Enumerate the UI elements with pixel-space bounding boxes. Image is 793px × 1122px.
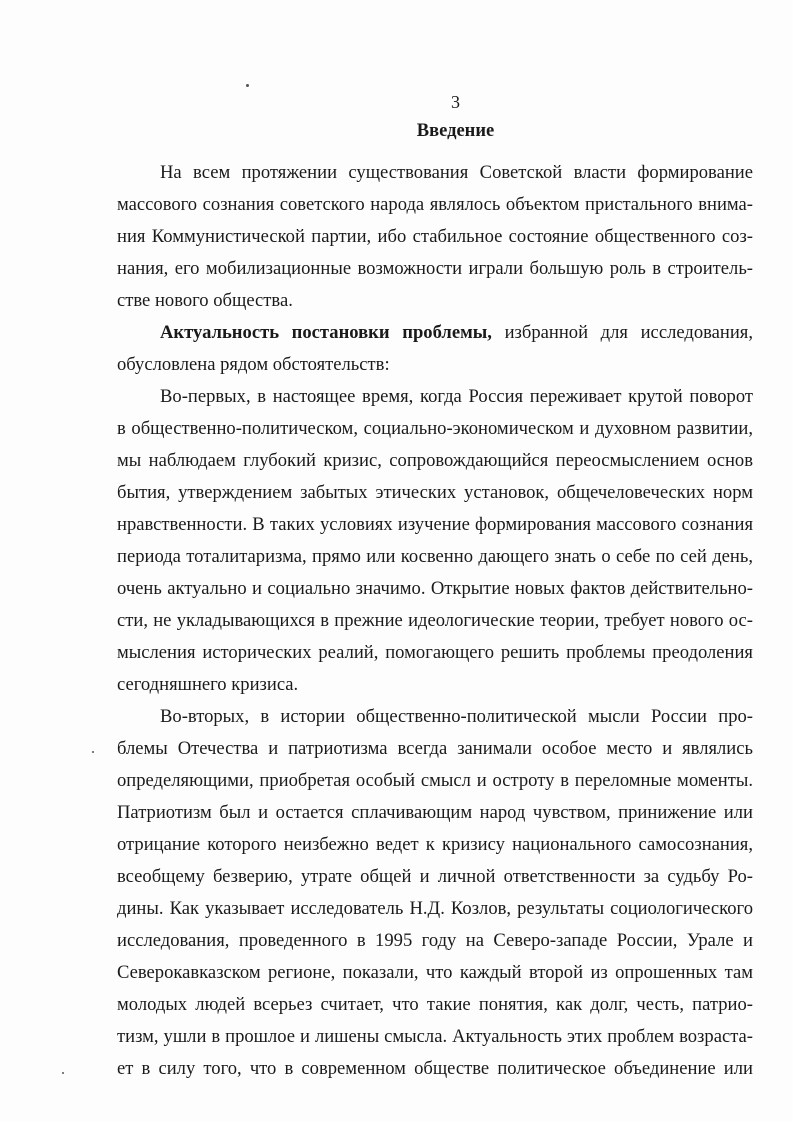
text-line: молодых людей всерьез считает, что такие понятия, как долг, честь, патрио- bbox=[117, 994, 753, 1015]
scan-speck bbox=[62, 1072, 64, 1074]
text-line: ет в силу того, что в современном обществе политическое объединение или bbox=[117, 1058, 753, 1079]
paragraph-second-reason bbox=[117, 701, 753, 1085]
text-line: определяющими, приобретая особый смысл и остроту в переломные моменты. bbox=[117, 770, 753, 791]
paragraph-first-reason bbox=[117, 381, 753, 701]
text-line: сегодняшнего кризиса. bbox=[117, 674, 299, 695]
text-line: На всем протяжении существования Советской власти формирование bbox=[160, 162, 753, 183]
text-line: массового сознания советского народа являлось объектом пристального внима- bbox=[117, 194, 753, 215]
text-line: Во-вторых, в истории общественно-политической мысли России про- bbox=[160, 706, 753, 727]
text-line: Патриотизм был и остается сплачивающим народ чувством, принижение или bbox=[117, 802, 753, 823]
text-line: периода тоталитаризма, прямо или косвенно дающего знать о себе по сей день, bbox=[117, 546, 753, 567]
text-line: всеобщему безверию, утрате общей и личной ответственности за судьбу Ро- bbox=[117, 866, 753, 887]
text-line: Во-первых, в настоящее время, когда Россия переживает крутой поворот bbox=[160, 386, 753, 407]
relevance-lead-bold: Актуальность постановки проблемы, bbox=[160, 322, 492, 343]
text-line: в общественно-политическом, социально-экономическом и духовном развитии, bbox=[117, 418, 753, 439]
text-line: Северокавказском регионе, показали, что каждый второй из опрошенных там bbox=[117, 962, 753, 983]
scan-speck bbox=[92, 751, 94, 753]
text-line: мысления исторических реалий, помогающего решить проблемы преодоления bbox=[117, 642, 753, 663]
text-line: обусловлена рядом обстоятельств: bbox=[117, 354, 390, 375]
text-line: отрицание которого неизбежно ведет к кризису национального самосознания, bbox=[117, 834, 753, 855]
text-line bbox=[117, 317, 753, 349]
text-line: очень актуально и социально значимо. Открытие новых фактов действительно- bbox=[117, 578, 753, 599]
text-line: бытия, утверждением забытых этических установок, общечеловеческих норм bbox=[117, 482, 753, 503]
text-line: нания, его мобилизационные возможности играли большую роль в строитель- bbox=[117, 258, 753, 279]
paragraph-relevance bbox=[117, 317, 753, 381]
paragraph-intro bbox=[117, 157, 753, 317]
scan-speck bbox=[246, 84, 249, 87]
text-line: сти, не укладывающихся в прежние идеологические теории, требует нового ос- bbox=[117, 610, 753, 631]
text-line: нравственности. В таких условиях изучение формирования массового сознания bbox=[117, 514, 753, 535]
text-line: стве нового общества. bbox=[117, 290, 293, 311]
text-line: дины. Как указывает исследователь Н.Д. Козлов, результаты социологического bbox=[117, 898, 753, 919]
text-line: тизм, ушли в прошлое и лишены смысла. Актуальность этих проблем возраста- bbox=[117, 1026, 753, 1047]
text-line: исследования, проведенного в 1995 году на Северо-западе России, Урале и bbox=[117, 930, 753, 951]
text-line: блемы Отечества и патриотизма всегда занимали особое место и являлись bbox=[117, 738, 753, 759]
text-line: ния Коммунистической партии, ибо стабильное состояние общественного соз- bbox=[117, 226, 753, 247]
section-heading: Введение bbox=[416, 121, 495, 141]
page-number: 3 bbox=[451, 92, 460, 112]
text-line: мы наблюдаем глубокий кризис, сопровождающийся переосмыслением основ bbox=[117, 450, 753, 471]
body-text bbox=[117, 157, 753, 1085]
relevance-lead-rest: избранной для исследования, bbox=[504, 322, 753, 343]
